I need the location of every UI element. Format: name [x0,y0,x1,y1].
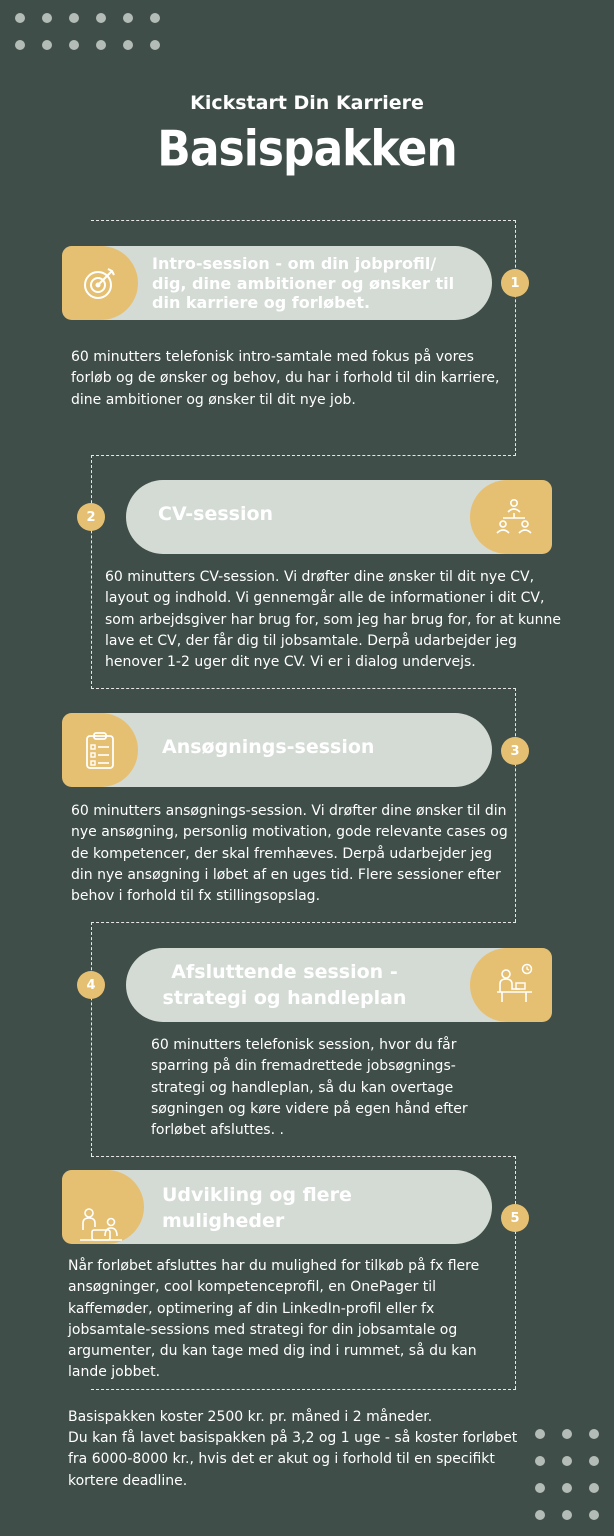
step-3-badge: 3 [501,737,529,765]
step-5-description: Når forløbet afsluttes har du mulighed for tilkøb på fx flere ansøgninger, cool kompetenceprofil, en OnePager til kaffemøder, optimering af din LinkedIn-profil eller fx jobsamtale-sessions med strategi for din jobsamtale og argumenter, du kan tage med dig ind i rummet, så du kan lande jobbet. [68,1258,480,1381]
step-1-badge: 1 [501,269,529,297]
target-icon [80,263,120,303]
clipboard-icon [80,730,120,770]
step-2-badge: 2 [77,503,105,531]
step-1-description: 60 minutters telefonisk intro-samtale med fokus på vores forløb og de ønsker og behov, du har i forhold til din karriere, dine ambitioner og ønsker til dit nye job. [71,349,500,408]
page-title: Basispakken [157,120,457,179]
step-4-title: Afsluttende session - strategi og handleplan [162,961,407,1009]
step-5-title: Udvikling og flere muligheder [162,1184,352,1232]
step-4-badge: 4 [77,971,105,999]
step-2-title: CV-session [158,503,274,525]
network-icon [494,496,534,536]
step-2-description: 60 minutters CV-session. Vi drøfter dine ønsker til dit nye CV, layout og indhold. Vi gennemgår alle de informationer i dit CV, som arbejdsgiver har brug for, som jeg har brug for, for at kunne lave et CV, der får dig til jobsamtale. Derpå udarbejder jeg henover 1-2 uger dit nye CV. Vi er i dialog undervejs. [105,569,561,671]
step-3-description: 60 minutters ansøgnings-session. Vi drøfter dine ønsker til din nye ansøgning, personlig motivation, gode relevante cases og de kompetencer, der skal fremhæves. Derpå udarbejder jeg din nye ansøgning i løbet af en uges tid. Flere sessioner efter behov i forhold til fx stillingsopslag. [71,803,508,905]
step-4-description: 60 minutters telefonisk session, hvor du får sparring på din fremadrettede jobsøgnings-strategi og handleplan, så du kan overtage søgningen og køre videre på egen hånd efter forløbet afsluttes. . [151,1037,468,1139]
step-5-badge: 5 [501,1204,529,1232]
desk-worker-icon [492,962,536,1006]
header-subtitle: Kickstart Din Karriere [190,92,424,114]
pricing-line-2: Du kan få lavet basispakken på 3,2 og 1 uge - så koster forløbet fra 6000-8000 kr., hvis det er akut og i forhold til en specifikt kortere deadline. [68,1430,518,1489]
meeting-icon [78,1206,124,1246]
step-3-title: Ansøgnings-session [162,736,375,758]
pricing-line-1: Basispakken koster 2500 kr. pr. måned i 2 måneder. [68,1409,433,1425]
step-1-title: Intro-session - om din jobprofil/ dig, dine ambitioner og ønsker til din karriere og forløbet. [152,254,455,312]
